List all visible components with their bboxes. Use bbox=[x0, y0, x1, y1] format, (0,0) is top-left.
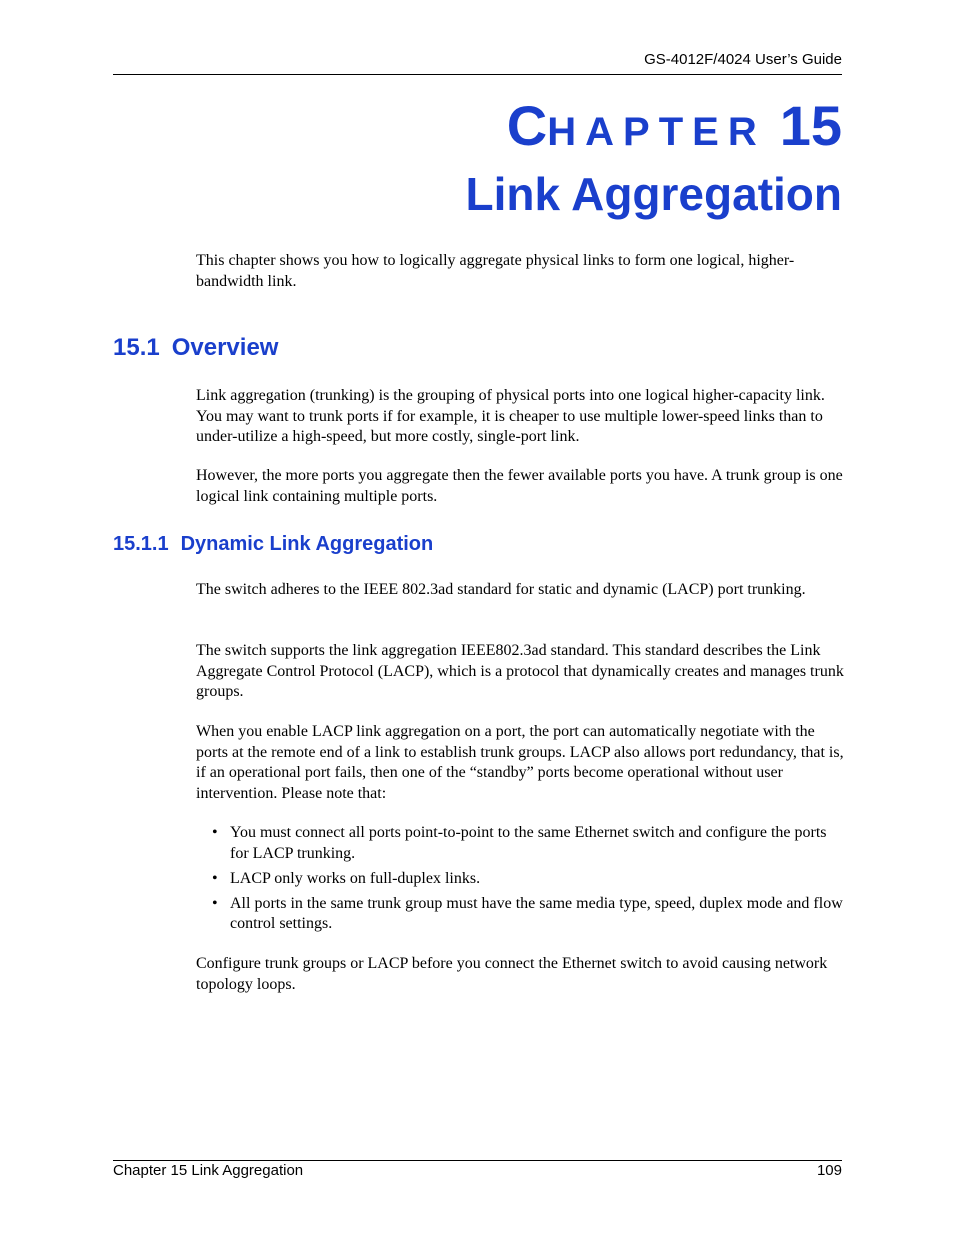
bullet-marker: • bbox=[212, 894, 218, 912]
section-number: 15.1 bbox=[113, 334, 160, 361]
chapter-label-rest: HAPTER bbox=[547, 110, 766, 154]
dynamic-paragraph-1: The switch adheres to the IEEE 802.3ad standard for static and dynamic (LACP) port trunking. bbox=[196, 581, 806, 598]
list-item bbox=[196, 823, 844, 864]
closing-paragraph: Configure trunk groups or LACP before you connect the Ethernet switch to avoid causing network topology loops. bbox=[196, 955, 828, 993]
list-item-text: You must connect all ports point-to-point to the same Ethernet switch and configure the ports for LACP trunking. bbox=[230, 824, 827, 862]
section-title: Overview bbox=[171, 334, 279, 361]
lacp-notes-list bbox=[196, 823, 844, 939]
bullet-marker: • bbox=[212, 824, 218, 841]
overview-paragraph-1: Link aggregation (trunking) is the grouping of physical ports into one logical higher-capacity link. You may want to trunk ports if for example, it is cheaper to use multiple lower-speed links than to under-utilize a high-speed, but more costly, single-port link. bbox=[196, 387, 825, 445]
intro-paragraph: This chapter shows you how to logically aggregate physical links to form one logical, higher-bandwidth link. bbox=[196, 252, 795, 290]
subsection-number: 15.1.1 bbox=[113, 533, 169, 555]
overview-paragraph-2: However, the more ports you aggregate then the fewer available ports you have. A trunk group is one logical link containing multiple ports. bbox=[196, 467, 843, 505]
chapter-number: 15 bbox=[779, 94, 842, 157]
list-item-text: All ports in the same trunk group must have the same media type, speed, duplex mode and flow control settings. bbox=[230, 894, 843, 932]
footer-chapter-title: Chapter 15 Link Aggregation bbox=[113, 1162, 304, 1179]
chapter-label-initial: C bbox=[506, 94, 548, 157]
dynamic-paragraph-2: The switch supports the link aggregation IEEE802.3ad standard. This standard describes the Link Aggregate Control Protocol (LACP), which is a protocol that dynamically creates and manages trunk groups. bbox=[196, 642, 844, 700]
section-heading-overview bbox=[113, 334, 278, 362]
bullet-marker: • bbox=[212, 869, 218, 887]
running-header-title: GS-4012F/4024 User’s Guide bbox=[644, 51, 842, 68]
dynamic-paragraph-3: When you enable LACP link aggregation on a port, the port can automatically negotiate with the ports at the remote end of a link to establish trunk groups. LACP also allows port redundancy, that is, if an operational port fails, then one of the “standby” ports become operational without user intervention. Please note that: bbox=[196, 723, 844, 802]
header-divider bbox=[113, 74, 842, 75]
subsection-heading-dynamic-link-aggregation bbox=[113, 533, 433, 556]
footer-divider bbox=[113, 1160, 842, 1161]
list-item bbox=[196, 869, 844, 890]
chapter-label bbox=[506, 94, 842, 157]
list-item bbox=[196, 894, 844, 935]
chapter-title: Link Aggregation bbox=[465, 168, 842, 220]
subsection-title: Dynamic Link Aggregation bbox=[180, 533, 434, 555]
page-number: 109 bbox=[816, 1162, 842, 1179]
list-item-text: LACP only works on full-duplex links. bbox=[230, 869, 481, 887]
